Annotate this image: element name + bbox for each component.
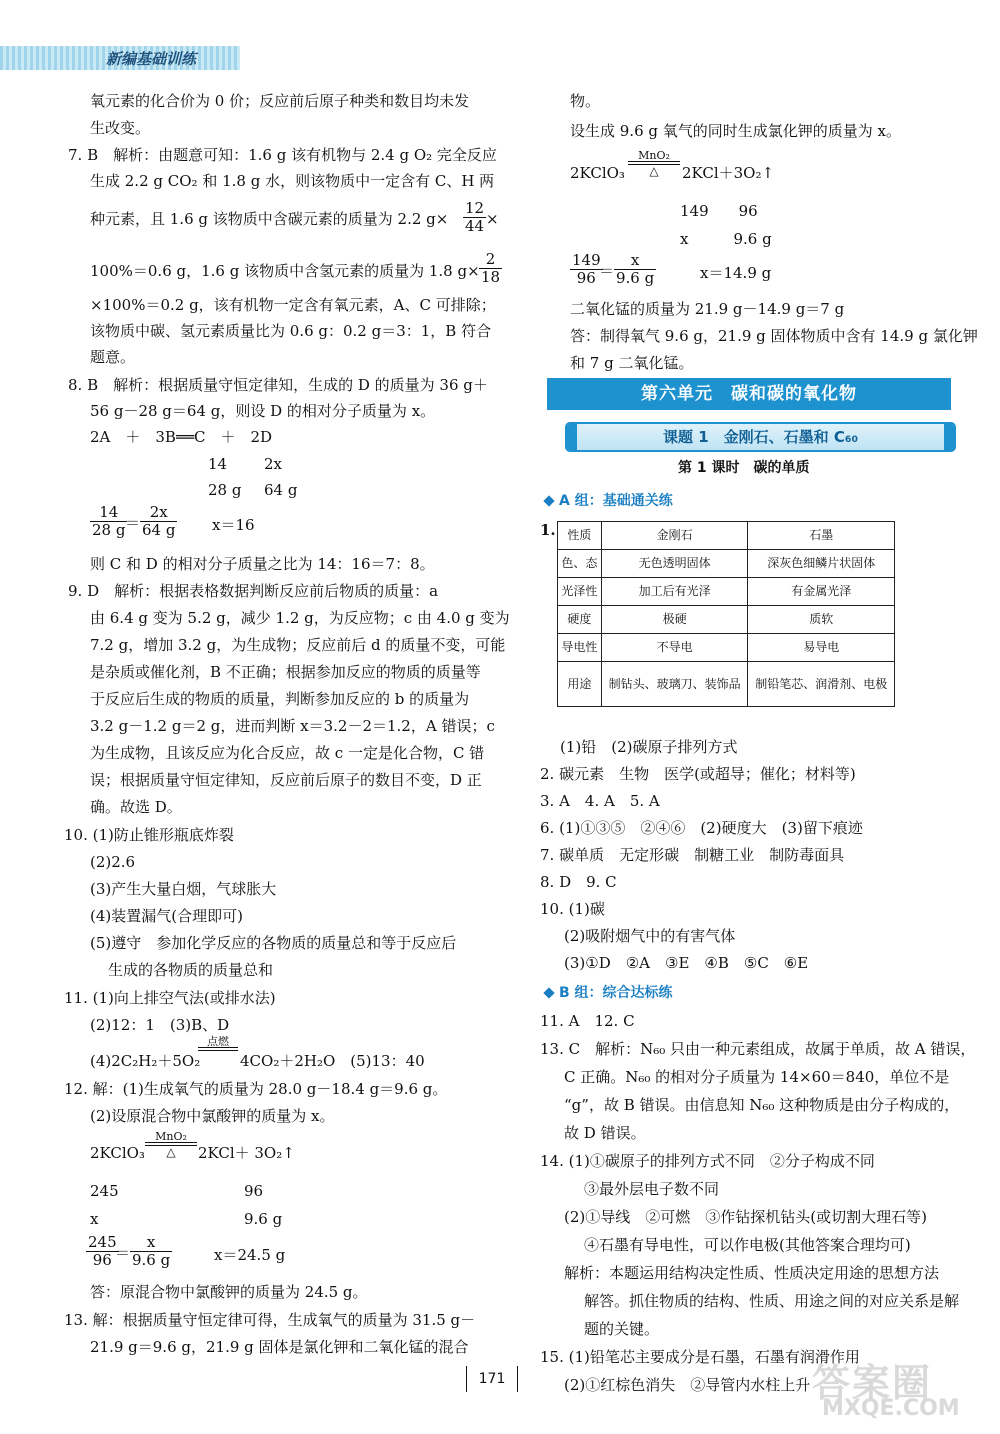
table-cell: 制钻头、玻璃刀、装饰品 <box>601 662 748 707</box>
answer-line: “g”，故 B 错误。由信息知 N₆₀ 这种物质是由分子构成的， <box>564 1096 960 1114</box>
text-line: 11. (1)向上排空气法(或排水法) <box>64 989 276 1007</box>
text-line: 14 <box>208 455 228 473</box>
table-cell: 导电性 <box>558 634 602 662</box>
answer-line: 解析：本题运用结构决定性质、性质决定用途的思想方法 <box>564 1264 940 1282</box>
text-line: 生成的各物质的质量总和 <box>108 961 274 979</box>
equation: 2KCl＋ 3O₂↑ <box>198 1144 295 1162</box>
text-line: × <box>486 210 499 228</box>
text-line: 56 g－28 g＝64 g，则设 D 的相对分子质量为 x。 <box>90 402 436 420</box>
text-line: 和 7 g 二氧化锰。 <box>570 354 694 372</box>
table-cell: 金刚石 <box>601 522 748 550</box>
fraction: $\frac{149}{96}$ <box>572 251 601 288</box>
text-line: (4)装置漏气(合理即可) <box>90 907 243 925</box>
table-row <box>558 550 895 578</box>
equation: 2KCl＋3O₂↑ <box>682 164 775 182</box>
properties-table <box>557 521 895 707</box>
table-cell: 无色透明固体 <box>601 550 748 578</box>
text-line: 氧元素的化合价为 0 价；反应前后原子种类和数目均未发 <box>90 92 470 110</box>
reaction-condition: MnO₂ △ <box>145 1131 197 1159</box>
table-cell: 性质 <box>558 522 602 550</box>
text-line: 生改变。 <box>90 119 151 137</box>
equals-sign: ＝ <box>115 1244 131 1262</box>
diamond-icon <box>543 987 554 998</box>
answer-line: 解答。抓住物质的结构、性质、用途之间的对应关系是解 <box>584 1292 960 1310</box>
unit-title: 第六单元 碳和碳的氧化物 <box>547 378 951 410</box>
table-cell: 深灰色细鳞片状固体 <box>748 550 895 578</box>
text-line: ×100%＝0.2 g，该有机物一定含有氧元素，A、C 可排除； <box>90 296 496 314</box>
answer-line: 2. 碳元素 生物 医学(或超导；催化；材料等) <box>540 765 856 783</box>
answer-line: 11. A 12. C <box>540 1012 635 1030</box>
fraction: $\frac{2}{18}$ <box>481 250 501 287</box>
text-line: 100%＝0.6 g，1.6 g 该物质中含氢元素的质量为 1.8 g× <box>90 262 480 280</box>
text-line: x＝16 <box>212 516 255 534</box>
text-line: 10. (1)防止锥形瓶底炸裂 <box>64 826 234 844</box>
table-cell: 有金属光泽 <box>748 578 895 606</box>
text-line: 13. 解：根据质量守恒定律可得，生成氧气的质量为 31.5 g－ <box>64 1311 476 1329</box>
banner-cap <box>944 424 954 450</box>
equation: (4)2C₂H₂＋5O₂ <box>90 1052 201 1070</box>
watermark-logo: 答案圈 <box>812 1361 933 1405</box>
text-line: (2)设原混合物中氯酸钾的质量为 x。 <box>90 1107 335 1125</box>
table-cell: 硬度 <box>558 606 602 634</box>
text-line: 2x <box>264 455 283 473</box>
answer-line: 故 D 错误。 <box>564 1124 646 1142</box>
table-header-row <box>558 522 895 550</box>
equation: 2KClO₃ <box>570 164 625 182</box>
table-cell: 色、态 <box>558 550 602 578</box>
text-line: 种元素，且 1.6 g 该物质中含碳元素的质量为 2.2 g× <box>90 210 449 228</box>
answer-line: 15. (1)铅笔芯主要成分是石墨，石墨有润滑作用 <box>540 1348 860 1366</box>
watermark-url: MXQE.COM <box>822 1396 960 1421</box>
section-title: 第 1 课时 碳的单质 <box>678 460 810 476</box>
answer-line: (2)吸附烟气中的有害气体 <box>564 927 736 945</box>
answer-line: ③最外层电子数不同 <box>584 1180 720 1198</box>
question-number: 1. <box>540 521 556 539</box>
text-line: 该物质中碳、氢元素质量比为 0.6 g：0.2 g＝3：1，B 符合 <box>90 322 492 340</box>
table-cell: 制铅笔芯、润滑剂、电极 <box>748 662 895 707</box>
text-line: 28 g <box>208 481 242 499</box>
text-line: 9. D 解析：根据表格数据判断反应前后物质的质量：a <box>68 582 439 600</box>
answer-line: 14. (1)①碳原子的排列方式不同 ②分子构成不同 <box>540 1152 875 1170</box>
answer-line: 7. 碳单质 无定形碳 制糖工业 制防毒面具 <box>540 846 845 864</box>
text-line: (5)遵守 参加化学反应的各物质的质量总和等于反应后 <box>90 934 457 952</box>
table-row <box>558 662 895 707</box>
lesson-title: 课题 1 金刚石、石墨和 C₆₀ <box>662 428 859 446</box>
answer-line: 13. C 解析：N₆₀ 只由一种元素组成，故属于单质，故 A 错误， <box>540 1040 976 1058</box>
table-cell: 石墨 <box>748 522 895 550</box>
text-line: 物。 <box>570 92 601 110</box>
text-line: 题意。 <box>90 348 136 366</box>
table-cell: 易导电 <box>748 634 895 662</box>
table-cell: 用途 <box>558 662 602 707</box>
text-line: 确。故选 D。 <box>90 798 182 816</box>
text-line: 误；根据质量守恒定律知，反应前后原子的数目不变，D 正 <box>90 771 482 789</box>
text-line: (3)产生大量白烟，气球胀大 <box>90 880 277 898</box>
table-cell: 光泽性 <box>558 578 602 606</box>
text-line: 是杂质或催化剂，B 不正确；根据参加反应的物质的质量等 <box>90 663 481 681</box>
text-line: x 9.6 g <box>680 230 772 248</box>
text-line: 于反应后生成的物质的质量，判断参加反应的 b 的质量为 <box>90 690 470 708</box>
page-number: 171 <box>466 1366 518 1392</box>
answer-line: (3)①D ②A ③E ④B ⑤C ⑥E <box>564 954 809 972</box>
banner-cap <box>567 424 577 450</box>
answer-line: 6. (1)①③⑤ ②④⑥ (2)硬度大 (3)留下痕迹 <box>540 819 863 837</box>
text-line: 二氧化锰的质量为 21.9 g－14.9 g＝7 g <box>570 300 845 318</box>
text-line: 96 <box>244 1182 264 1200</box>
text-line: 答：原混合物中氯酸钾的质量为 24.5 g。 <box>90 1283 368 1301</box>
text-line: 7.2 g，增加 3.2 g，为生成物；反应前后 d 的质量不变，可能 <box>90 636 506 654</box>
answer-line: 3. A 4. A 5. A <box>540 792 660 810</box>
lesson-banner <box>565 422 956 452</box>
equation: 2A ＋ 3B══C ＋ 2D <box>90 428 273 446</box>
equation: 2KClO₃ <box>90 1144 145 1162</box>
table-cell: 不导电 <box>601 634 748 662</box>
text-line: (2)2.6 <box>90 853 136 871</box>
text-line: 7. B 解析：由题意可知：1.6 g 该有机物与 2.4 g O₂ 完全反应 <box>68 146 497 164</box>
answer-line: (2)①红棕色消失 ②导管内水柱上升 <box>564 1376 811 1394</box>
reaction-condition: 点燃 <box>198 1036 238 1051</box>
text-line: (2)12：1 (3)B、D <box>90 1016 230 1034</box>
equals-sign: ＝ <box>125 514 141 532</box>
table-cell: 加工后有光泽 <box>601 578 748 606</box>
answer-line: C 正确。N₆₀ 的相对分子质量为 14×60＝840，单位不是 <box>564 1068 950 1086</box>
text-line: 21.9 g＝9.6 g，21.9 g 固体是氯化钾和二氧化锰的混合 <box>90 1338 469 1356</box>
text-line: 则 C 和 D 的相对分子质量之比为 14：16＝7：8。 <box>90 555 435 573</box>
header-bar <box>0 46 240 70</box>
answer-line: 题的关键。 <box>584 1320 660 1338</box>
text-line: 设生成 9.6 g 氧气的同时生成氯化钾的质量为 x。 <box>570 122 901 140</box>
diamond-icon <box>543 495 554 506</box>
table-row <box>558 606 895 634</box>
group-a-title: A 组：基础通关练 <box>545 490 673 510</box>
text-line: 3.2 g－1.2 g＝2 g，进而判断 x＝3.2－2＝1.2，A 错误；c <box>90 717 495 735</box>
text-line: 答：制得氧气 9.6 g，21.9 g 固体物质中含有 14.9 g 氯化钾 <box>570 327 978 345</box>
text-line: x <box>90 1210 99 1228</box>
answer-line: ④石墨有导电性，可以作电极(其他答案合理均可) <box>584 1236 911 1254</box>
fraction: $\frac{12}{44}$ <box>465 199 485 236</box>
fraction: $\frac{14}{28 g}$ <box>92 503 126 540</box>
group-b-title: B 组：综合达标练 <box>545 982 673 1002</box>
table-cell: 质软 <box>748 606 895 634</box>
reaction-condition: MnO₂ △ <box>628 150 680 178</box>
answer-line: (2)①导线 ②可燃 ③作钻探机钻头(或切割大理石等) <box>564 1208 927 1226</box>
text-line: 64 g <box>264 481 298 499</box>
table-row <box>558 634 895 662</box>
text-line: 9.6 g <box>244 1210 283 1228</box>
answer-line: (1)铅 (2)碳原子排列方式 <box>560 738 738 756</box>
equals-sign: ＝ <box>599 262 615 280</box>
answer-line: 8. D 9. C <box>540 873 617 891</box>
text-line: 为生成物，且该反应为化合反应，故 c 一定是化合物，C 错 <box>90 744 485 762</box>
text-line: 245 <box>90 1182 119 1200</box>
text-line: x＝24.5 g <box>214 1246 286 1264</box>
equation: 4CO₂＋2H₂O (5)13：40 <box>240 1052 425 1070</box>
fraction: $\frac{2x}{64 g}$ <box>142 503 176 540</box>
fraction: $\frac{x}{9.6 g}$ <box>132 1233 171 1270</box>
text-line: x＝14.9 g <box>700 264 772 282</box>
text-line: 生成 2.2 g CO₂ 和 1.8 g 水，则该物质中一定含有 C、H 两 <box>90 172 495 190</box>
text-line: 由 6.4 g 变为 5.2 g，减少 1.2 g，为反应物；c 由 4.0 g 变为 <box>90 609 510 627</box>
text-line: 149 96 <box>680 202 758 220</box>
table-cell: 极硬 <box>601 606 748 634</box>
table-row <box>558 578 895 606</box>
answer-line: 10. (1)碳 <box>540 900 605 918</box>
fraction: $\frac{x}{9.6 g}$ <box>616 251 655 288</box>
text-line: 12. 解：(1)生成氧气的质量为 28.0 g－18.4 g＝9.6 g。 <box>64 1080 448 1098</box>
text-line: 8. B 解析：根据质量守恒定律知，生成的 D 的质量为 36 g＋ <box>68 376 488 394</box>
fraction: $\frac{245}{96}$ <box>88 1233 117 1270</box>
book-brand: 新编基础训练 <box>106 50 197 68</box>
